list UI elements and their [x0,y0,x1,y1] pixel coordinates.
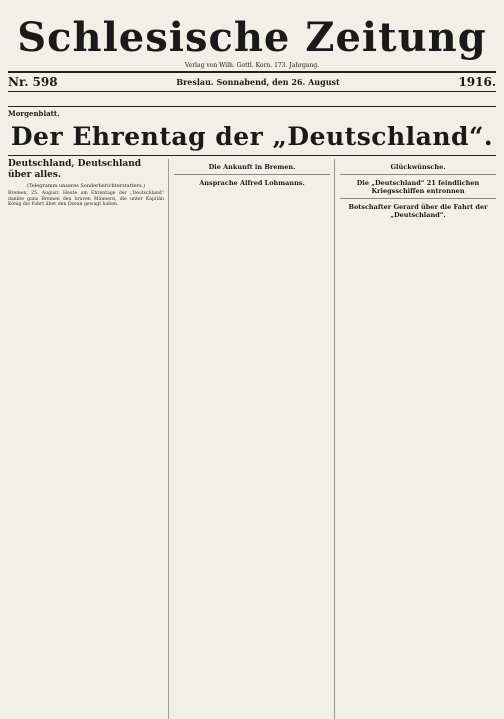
subscription-rule [8,106,496,107]
congratulations-title: Glückwünsche. [390,163,446,171]
subscription-terms [8,94,496,104]
masthead-rule [8,71,496,73]
publisher-line: Verlag von Wilh. Gottl. Korn. 173. Jahrgang. [184,62,320,69]
column-separator [174,174,330,175]
info-bar [8,75,496,89]
fine-print-right [344,75,455,89]
fine-print-left [62,75,173,89]
escaped-warships-title: Die „Deutschland“ 21 feindlichen Kriegsschiffen entronnen [356,179,480,195]
issue-number: Nr. 598 [8,75,58,89]
lead-article-subtitle: (Telegramm unseres Sonderberichterstatters.) [26,183,146,189]
arrival-title: Die Ankunft in Bremen. [208,163,296,171]
gerard-article-title: Botschafter Gerard über die Fahrt der „Deutschland“. [348,203,488,219]
lohmann-speech-title: Ansprache Alfred Lohmanns. [199,179,305,187]
info-rule [8,91,496,92]
main-headline: Der Ehrentag der „Deutschland“. [10,122,494,151]
lead-article-intro: Bremen, 25. August. Heute am Ehrentage der „Deutschland“ dankte ganz Bremen den braven Männern, die unter Kapitän König die Fahrt über den Ozean gewagt haben. [8,191,164,208]
column-3 [340,159,496,719]
year: 1916. [458,75,497,89]
dateline: Breslau. Sonnabend, den 26. August [176,77,340,87]
article-columns [8,155,496,719]
lead-article-title: Deutschland, Deutschland über alles. [8,159,142,180]
column-separator [340,174,496,175]
column-1 [8,159,169,719]
edition-label: Morgenblatt. [8,109,60,118]
column-2 [174,159,335,719]
masthead: Schlesische Zeitung [17,14,487,61]
column-separator [340,198,496,199]
